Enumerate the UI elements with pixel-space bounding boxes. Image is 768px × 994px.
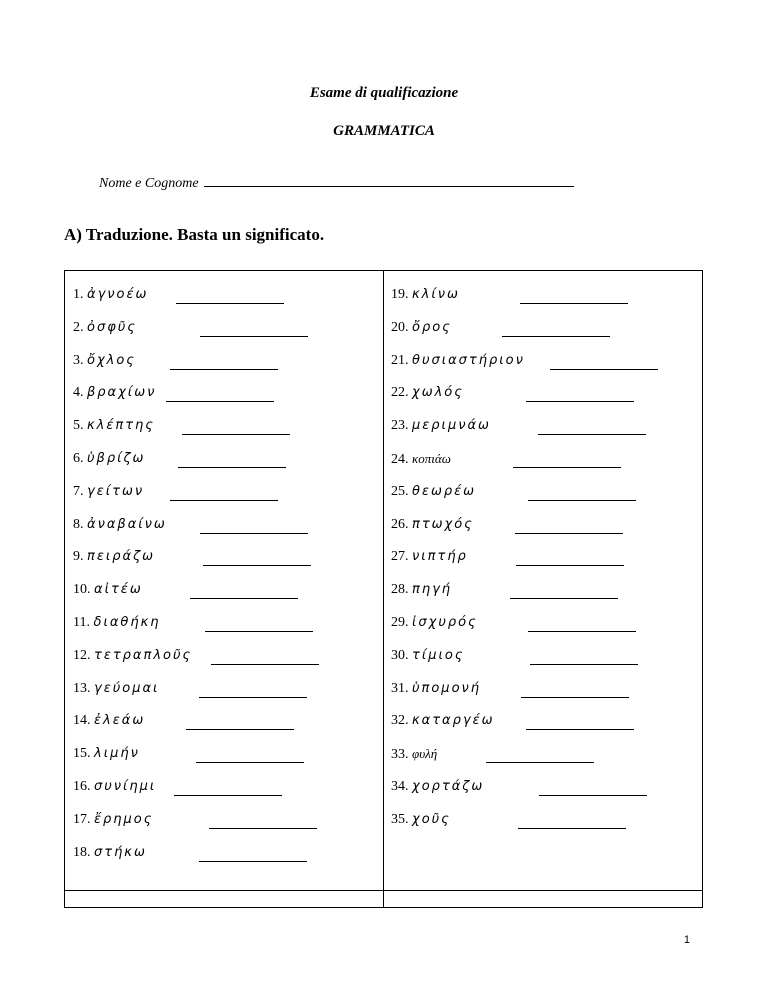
vocabulary-item-right bbox=[391, 580, 452, 600]
greek-word: φυλή bbox=[412, 746, 438, 762]
greek-word: μεριμνάω bbox=[412, 418, 491, 434]
answer-blank-line[interactable] bbox=[528, 500, 636, 501]
vocabulary-item-left bbox=[73, 383, 156, 403]
answer-blank-line[interactable] bbox=[518, 828, 626, 829]
answer-blank-line[interactable] bbox=[196, 762, 304, 763]
vocabulary-item-right bbox=[391, 285, 460, 305]
item-number: 7. bbox=[73, 483, 84, 499]
greek-word: κλίνω bbox=[412, 287, 460, 302]
greek-word: ὑβρίζω bbox=[87, 451, 146, 466]
answer-blank-line[interactable] bbox=[538, 434, 646, 435]
greek-word: ἀναβαίνω bbox=[87, 516, 167, 532]
answer-blank-line[interactable] bbox=[186, 729, 294, 730]
answer-blank-line[interactable] bbox=[526, 401, 634, 402]
greek-word: κοπιάω bbox=[412, 451, 451, 466]
answer-blank-line[interactable] bbox=[209, 828, 317, 829]
vocabulary-item-right bbox=[391, 547, 468, 567]
greek-word: βραχίων bbox=[87, 385, 157, 401]
answer-blank-line[interactable] bbox=[182, 434, 290, 435]
vocabulary-item-right bbox=[391, 449, 451, 469]
greek-word: λιμήν bbox=[94, 746, 140, 762]
table-column-divider bbox=[383, 270, 384, 908]
item-number: 27. bbox=[391, 549, 409, 565]
answer-blank-line[interactable] bbox=[513, 467, 621, 468]
vocabulary-item-right bbox=[391, 515, 474, 535]
greek-word: χωλός bbox=[412, 385, 464, 401]
item-number: 14. bbox=[73, 713, 91, 729]
item-number: 26. bbox=[391, 516, 409, 532]
vocabulary-item-left bbox=[73, 482, 144, 502]
greek-word: τίμιος bbox=[412, 647, 465, 663]
greek-word: γείτων bbox=[87, 483, 145, 499]
document-subtitle: GRAMMATICA bbox=[333, 123, 435, 139]
vocabulary-item-left bbox=[73, 318, 137, 338]
item-number: 18. bbox=[73, 844, 91, 860]
answer-blank-line[interactable] bbox=[199, 861, 307, 862]
item-number: 17. bbox=[73, 811, 91, 827]
item-number: 25. bbox=[391, 483, 409, 499]
answer-blank-line[interactable] bbox=[200, 533, 308, 534]
item-number: 12. bbox=[73, 647, 91, 663]
answer-blank-line[interactable] bbox=[486, 762, 594, 763]
vocabulary-item-left bbox=[73, 810, 153, 830]
answer-blank-line[interactable] bbox=[502, 336, 610, 337]
vocabulary-item-right bbox=[391, 777, 484, 797]
item-number: 19. bbox=[391, 287, 409, 302]
item-number: 15. bbox=[73, 746, 91, 762]
answer-blank-line[interactable] bbox=[528, 631, 636, 632]
vocabulary-item-left bbox=[73, 777, 156, 797]
answer-blank-line[interactable] bbox=[211, 664, 319, 665]
vocabulary-item-right bbox=[391, 351, 525, 371]
vocabulary-item-right bbox=[391, 416, 491, 436]
greek-word: ἔρημος bbox=[94, 811, 154, 827]
greek-word: ἰσχυρός bbox=[412, 615, 478, 630]
vocabulary-item-right bbox=[391, 744, 437, 764]
vocabulary-item-left bbox=[73, 679, 159, 699]
greek-word: ὀσφῦς bbox=[87, 319, 137, 335]
greek-word: θεωρέω bbox=[412, 483, 477, 499]
item-number: 2. bbox=[73, 319, 84, 335]
vocabulary-item-right bbox=[391, 482, 476, 502]
greek-word: ἀγνοέω bbox=[87, 287, 149, 302]
item-number: 1. bbox=[73, 287, 84, 302]
vocabulary-item-left bbox=[73, 416, 155, 436]
answer-blank-line[interactable] bbox=[539, 795, 647, 796]
page-number: 1 bbox=[683, 934, 690, 946]
vocabulary-item-right bbox=[391, 318, 452, 338]
item-number: 6. bbox=[73, 451, 84, 466]
vocabulary-item-left bbox=[73, 711, 145, 731]
answer-blank-line[interactable] bbox=[178, 467, 286, 468]
greek-word: ὄρος bbox=[412, 319, 452, 335]
item-number: 4. bbox=[73, 385, 84, 401]
vocabulary-item-left bbox=[73, 843, 147, 863]
greek-word: ὑπομονή bbox=[412, 680, 482, 696]
answer-blank-line[interactable] bbox=[530, 664, 638, 665]
item-number: 28. bbox=[391, 582, 409, 598]
table-bottom-row-rule bbox=[64, 890, 703, 891]
item-number: 8. bbox=[73, 516, 84, 532]
item-number: 11. bbox=[73, 615, 90, 630]
vocabulary-item-left bbox=[73, 580, 143, 600]
item-number: 23. bbox=[391, 418, 409, 434]
answer-blank-line[interactable] bbox=[170, 500, 278, 501]
item-number: 35. bbox=[391, 811, 409, 827]
greek-word: κλέπτης bbox=[87, 418, 155, 434]
answer-blank-line[interactable] bbox=[510, 598, 618, 599]
answer-blank-line[interactable] bbox=[515, 533, 623, 534]
greek-word: νιπτήρ bbox=[412, 549, 468, 565]
vocabulary-item-left bbox=[73, 515, 167, 535]
vocabulary-item-left bbox=[73, 744, 140, 764]
item-number: 20. bbox=[391, 319, 409, 335]
item-number: 9. bbox=[73, 549, 84, 565]
answer-blank-line[interactable] bbox=[526, 729, 634, 730]
vocabulary-item-right bbox=[391, 613, 478, 633]
answer-blank-line[interactable] bbox=[166, 401, 274, 402]
answer-blank-line[interactable] bbox=[176, 303, 284, 304]
item-number: 32. bbox=[391, 713, 409, 729]
greek-word: διαθήκη bbox=[93, 615, 161, 630]
vocabulary-item-left bbox=[73, 449, 145, 469]
document-title: Esame di qualificazione bbox=[309, 85, 459, 101]
item-number: 10. bbox=[73, 582, 91, 598]
name-field-row bbox=[99, 173, 574, 192]
item-number: 24. bbox=[391, 452, 409, 467]
answer-blank-line[interactable] bbox=[550, 369, 658, 370]
item-number: 13. bbox=[73, 680, 91, 696]
vocabulary-item-left bbox=[73, 547, 155, 567]
vocabulary-item-right bbox=[391, 679, 481, 699]
greek-word: χορτάζω bbox=[412, 779, 485, 794]
vocabulary-item-left bbox=[73, 646, 192, 666]
answer-blank-line[interactable] bbox=[203, 565, 311, 566]
vocabulary-item-right bbox=[391, 711, 495, 731]
greek-word: ἐλεάω bbox=[94, 713, 146, 729]
item-number: 21. bbox=[391, 352, 409, 368]
vocabulary-item-left bbox=[73, 351, 136, 371]
item-number: 29. bbox=[391, 615, 409, 630]
item-number: 33. bbox=[391, 747, 409, 763]
item-number: 22. bbox=[391, 385, 409, 401]
greek-word: χοῦς bbox=[412, 811, 451, 827]
vocabulary-item-right bbox=[391, 383, 464, 403]
vocabulary-item-right bbox=[391, 646, 464, 666]
name-label: Nome e Cognome bbox=[99, 176, 199, 191]
answer-blank-line[interactable] bbox=[174, 795, 282, 796]
greek-word: αἰτέω bbox=[94, 582, 143, 598]
name-blank-line[interactable] bbox=[204, 173, 574, 187]
greek-word: ὄχλος bbox=[87, 352, 136, 368]
vocabulary-item-left bbox=[73, 285, 148, 305]
answer-blank-line[interactable] bbox=[200, 336, 308, 337]
answer-blank-line[interactable] bbox=[521, 697, 629, 698]
answer-blank-line[interactable] bbox=[190, 598, 298, 599]
greek-word: πειράζω bbox=[87, 549, 156, 565]
item-number: 3. bbox=[73, 352, 84, 368]
greek-word: καταργέω bbox=[412, 713, 495, 729]
answer-blank-line[interactable] bbox=[170, 369, 278, 370]
section-heading: A) Traduzione. Basta un significato. bbox=[64, 225, 325, 244]
greek-word: πηγή bbox=[412, 582, 452, 598]
vocabulary-item-right bbox=[391, 810, 451, 830]
item-number: 30. bbox=[391, 647, 409, 663]
item-number: 31. bbox=[391, 680, 409, 696]
greek-word: τετραπλοῦς bbox=[94, 647, 193, 663]
answer-blank-line[interactable] bbox=[520, 303, 628, 304]
greek-word: στήκω bbox=[94, 844, 147, 860]
greek-word: γεύομαι bbox=[94, 680, 160, 696]
item-number: 16. bbox=[73, 779, 91, 794]
greek-word: πτωχός bbox=[412, 516, 474, 532]
answer-blank-line[interactable] bbox=[516, 565, 624, 566]
item-number: 34. bbox=[391, 779, 409, 794]
vocabulary-item-left bbox=[73, 613, 161, 633]
answer-blank-line[interactable] bbox=[199, 697, 307, 698]
item-number: 5. bbox=[73, 418, 84, 434]
greek-word: συνίημι bbox=[94, 779, 157, 794]
greek-word: θυσιαστήριον bbox=[412, 352, 525, 368]
answer-blank-line[interactable] bbox=[205, 631, 313, 632]
